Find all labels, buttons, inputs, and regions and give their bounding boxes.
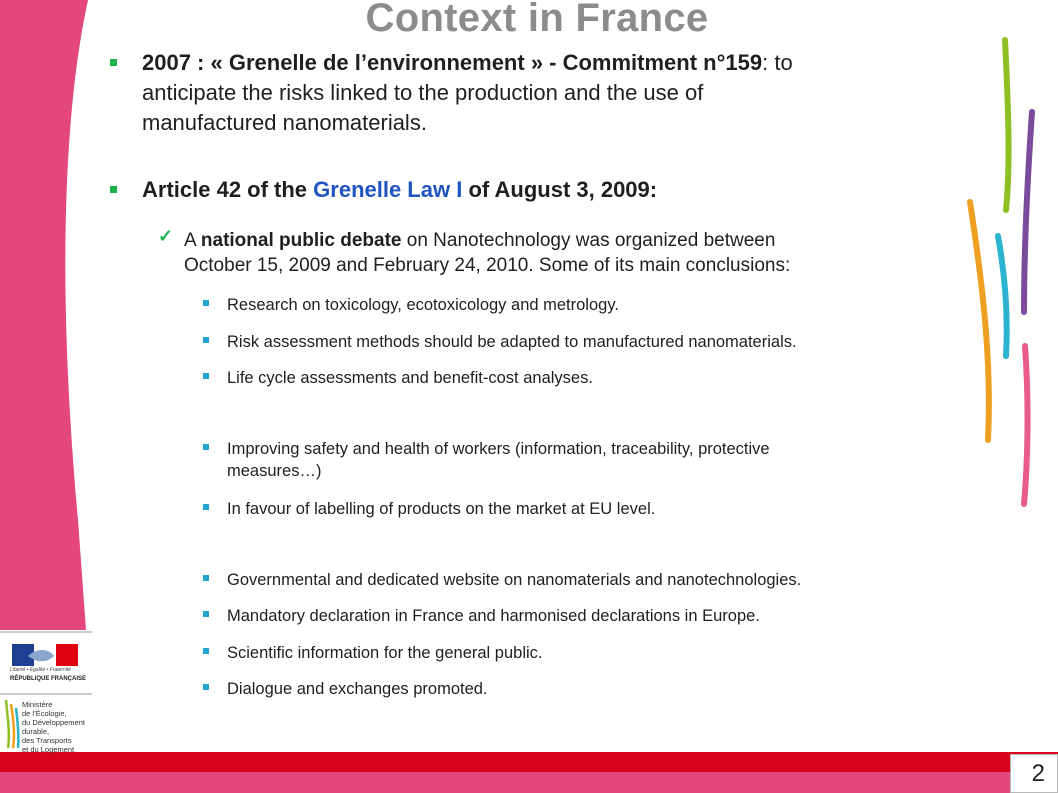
bullet-marker xyxy=(203,504,209,510)
debate-subbullet: A national public debate on Nanotechnology was organized between October 15, 2009 and February 24, 2010. Some of its main conclusions: xyxy=(184,230,791,276)
bullet-marker xyxy=(203,444,209,450)
bullet-marker xyxy=(203,648,209,654)
article-bullet: Article 42 of the Grenelle Law I of August 3, 2009: xyxy=(142,177,658,202)
grenelle-law-link[interactable]: Grenelle Law I xyxy=(313,177,463,202)
ribbon-purple xyxy=(1024,112,1032,312)
left-pink-band xyxy=(0,0,88,630)
bullet-marker xyxy=(110,186,117,193)
conclusion-item: Mandatory declaration in France and harmonised declarations in Europe. xyxy=(227,607,760,625)
bullet-marker xyxy=(203,611,209,617)
conclusion-item: Research on toxicology, ecotoxicology and metrology. xyxy=(227,296,619,314)
conclusion-item: Improving safety and health of workers (information, traceability, protective measures…) xyxy=(227,440,770,480)
commitment-bullet: 2007 : « Grenelle de l’environnement » - Commitment n°159: to anticipate the risks linked to the production and the use of manufactured nanomaterials. xyxy=(142,50,793,135)
ribbon-pink xyxy=(1024,346,1028,504)
bullet-marker xyxy=(203,575,209,581)
ribbon-cyan xyxy=(998,236,1007,356)
ribbon-green xyxy=(1005,40,1009,210)
footer-pink-band xyxy=(0,772,1058,793)
conclusion-item: Scientific information for the general public. xyxy=(227,644,543,662)
bullet-marker xyxy=(203,684,209,690)
conclusion-item: Governmental and dedicated website on nanomaterials and nanotechnologies. xyxy=(227,571,802,589)
ministry-name: Ministère de l’Écologie, du Développement durable, des Transports et du Logement xyxy=(22,700,85,754)
page-number: 2 xyxy=(1010,754,1058,793)
conclusion-item: In favour of labelling of products on the market at EU level. xyxy=(227,500,656,518)
conclusion-item: Life cycle assessments and benefit-cost analyses. xyxy=(227,369,593,387)
footer-red-band xyxy=(0,752,1058,772)
bullet-marker xyxy=(203,373,209,379)
checkmark-icon: ✓ xyxy=(158,226,174,246)
marianne-flag-icon xyxy=(12,644,78,666)
republic-label: RÉPUBLIQUE FRANÇAISE xyxy=(10,676,87,682)
bullet-marker xyxy=(203,337,209,343)
conclusion-item: Risk assessment methods should be adapted to manufactured nanomaterials. xyxy=(227,333,797,351)
bullet-marker xyxy=(110,59,117,66)
slide-title: Context in France xyxy=(365,0,709,40)
conclusion-item: Dialogue and exchanges promoted. xyxy=(227,680,488,698)
bullet-marker xyxy=(203,300,209,306)
ribbon-orange xyxy=(970,202,989,440)
republic-motto: Liberté • Égalité • Fraternité xyxy=(10,667,72,673)
